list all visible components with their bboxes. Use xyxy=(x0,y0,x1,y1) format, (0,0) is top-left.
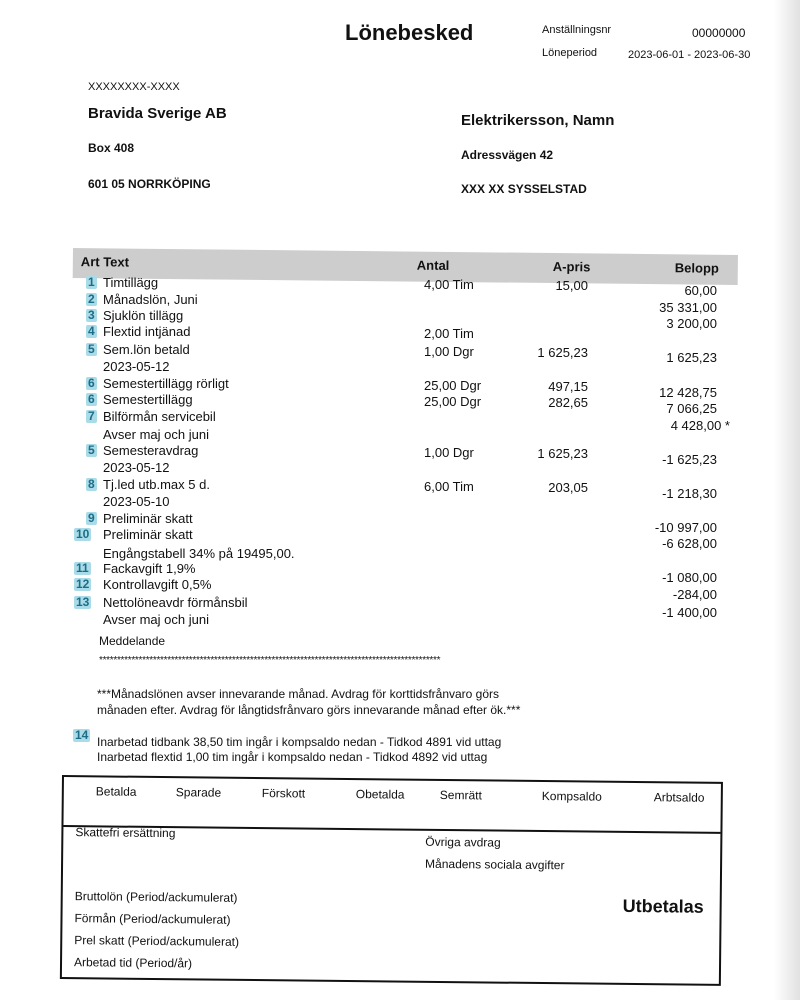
row-text: Fackavgift 1,9% xyxy=(103,561,196,576)
summary-box xyxy=(60,775,723,986)
row-belopp: -1 080,00 xyxy=(662,570,717,585)
row-belopp: 35 331,00 xyxy=(659,300,717,315)
row-belopp: 60,00 xyxy=(684,283,717,298)
header-belopp: Belopp xyxy=(674,260,719,276)
footer-header-betalda: Betalda xyxy=(95,784,137,799)
row-antal: 1,00 Dgr xyxy=(424,344,474,359)
period-label: Löneperiod xyxy=(542,47,598,59)
row-badge: 5 xyxy=(88,443,95,457)
row-belopp: -284,00 xyxy=(672,587,717,602)
message-line-1: ***Månadslönen avser innevarande månad. Avdrag för korttidsfrånvaro görs xyxy=(97,687,500,701)
employer-postal: 601 05 NORRKÖPING xyxy=(88,177,211,191)
row-belopp: 4 428,00 * xyxy=(670,418,730,433)
row-text: Semesteravdrag xyxy=(103,443,199,458)
footer-header-semratt: Semrätt xyxy=(439,787,482,803)
row-badge: 1 xyxy=(88,275,95,289)
row-badge: 9 xyxy=(88,511,95,525)
row-antal: 2,00 Tim xyxy=(424,326,474,341)
employee-name: Elektrikersson, Namn xyxy=(461,112,615,129)
ovriga-avdrag-label: Övriga avdrag xyxy=(425,834,501,850)
row-badge: 13 xyxy=(76,595,90,609)
row-antal: 25,00 Dgr xyxy=(424,378,482,393)
row-antal: 6,00 Tim xyxy=(424,479,474,494)
brutto-label: Bruttolön (Period/ackumulerat) xyxy=(74,889,238,905)
row-badge: 6 xyxy=(88,376,95,390)
row-text: Bilförmån servicebil xyxy=(103,409,216,424)
employee-no-label: Anställningsnr xyxy=(542,24,612,36)
table-header xyxy=(73,248,738,285)
row-belopp: -10 997,00 xyxy=(654,520,717,535)
row-badge: 8 xyxy=(88,477,95,491)
row-antal: 25,00 Dgr xyxy=(424,394,482,409)
row-badge: 12 xyxy=(76,577,90,591)
row-text: Avser maj och juni xyxy=(103,612,209,627)
employer-org-no: XXXXXXXX-XXXX xyxy=(88,81,180,93)
row-apris: 15,00 xyxy=(555,278,588,293)
row-badge: 3 xyxy=(88,308,95,322)
row-badge: 6 xyxy=(88,392,95,406)
utbetalas-label: Utbetalas xyxy=(622,895,704,917)
row-text: 2023-05-12 xyxy=(103,359,170,374)
arbetad-tid-label: Arbetad tid (Period/år) xyxy=(73,955,193,971)
row-badge: 2 xyxy=(88,292,95,306)
row-text: Preliminär skatt xyxy=(103,511,193,526)
skattefri-label: Skattefri ersättning xyxy=(75,825,176,841)
row-text: Timtillägg xyxy=(103,275,159,290)
employee-address: Adressvägen 42 xyxy=(461,148,554,162)
row-apris: 203,05 xyxy=(548,480,588,495)
row-text: Kontrollavgift 0,5% xyxy=(103,577,212,592)
row-text: Preliminär skatt xyxy=(103,527,193,542)
prel-skatt-label: Prel skatt (Period/ackumulerat) xyxy=(74,933,240,949)
message-label: Meddelande xyxy=(99,634,166,648)
row-badge: 10 xyxy=(76,527,90,541)
tidbank-line-1: Inarbetad tidbank 38,50 tim ingår i kompsaldo nedan - Tidkod 4891 vid uttag xyxy=(97,735,502,749)
row-badge: 11 xyxy=(76,561,89,575)
employer-name: Bravida Sverige AB xyxy=(88,105,227,122)
footer-header-arbtsaldo: Arbtsaldo xyxy=(653,790,705,805)
footer-header-kompsaldo: Kompsaldo xyxy=(541,789,602,804)
row-apris: 497,15 xyxy=(548,379,588,394)
employer-box: Box 408 xyxy=(88,141,135,155)
header-apris: A-pris xyxy=(552,259,591,275)
row-badge: 7 xyxy=(88,409,95,423)
footer-header-sparade: Sparade xyxy=(175,785,222,800)
footer-header-forskott: Förskott xyxy=(261,786,306,801)
header-antal: Antal xyxy=(416,257,450,273)
row-apris: 1 625,23 xyxy=(537,446,588,461)
row-text: Engångstabell 34% på 19495,00. xyxy=(103,546,295,561)
tidbank-line-2: Inarbetad flextid 1,00 tim ingår i kompsaldo nedan - Tidkod 4892 vid uttag xyxy=(97,750,488,764)
row-text: Tj.led utb.max 5 d. xyxy=(103,477,210,492)
row-badge: 5 xyxy=(88,342,95,356)
row-badge: 14 xyxy=(75,728,89,742)
row-antal: 4,00 Tim xyxy=(424,277,474,292)
period-value: 2023-06-01 - 2023-06-30 xyxy=(628,49,751,61)
row-belopp: -1 400,00 xyxy=(662,605,717,620)
row-belopp: 7 066,25 xyxy=(666,401,717,416)
row-text: Sjuklön tillägg xyxy=(103,308,184,323)
employee-postal: XXX XX SYSSELSTAD xyxy=(461,182,587,196)
row-badge: 4 xyxy=(88,324,95,338)
row-text: Semestertillägg xyxy=(103,392,193,407)
document-title: Lönebesked xyxy=(345,20,474,45)
row-belopp: -6 628,00 xyxy=(662,536,717,551)
row-text: Semestertillägg rörligt xyxy=(103,376,229,391)
message-stars: *********************************************************************************************** xyxy=(99,655,441,666)
row-text: Flextid intjänad xyxy=(103,324,191,339)
row-belopp: -1 625,23 xyxy=(662,452,717,467)
row-belopp: 12 428,75 xyxy=(659,385,717,400)
row-text: Månadslön, Juni xyxy=(103,292,198,307)
forman-label: Förmån (Period/ackumulerat) xyxy=(74,911,231,927)
row-apris: 282,65 xyxy=(548,395,588,410)
row-text: Avser maj och juni xyxy=(103,427,209,442)
footer-header-obetalda: Obetalda xyxy=(355,787,405,802)
row-text: Sem.lön betald xyxy=(103,342,190,357)
row-belopp: -1 218,30 xyxy=(662,486,717,501)
row-antal: 1,00 Dgr xyxy=(424,445,474,460)
header-art-text: Art Text xyxy=(80,254,130,270)
row-text: 2023-05-10 xyxy=(103,494,170,509)
message-line-2: månaden efter. Avdrag för långtidsfrånvaro görs innevarande månad efter ök.*** xyxy=(97,703,521,717)
row-belopp: 1 625,23 xyxy=(666,350,717,365)
row-text: 2023-05-12 xyxy=(103,460,170,475)
sociala-avgifter-label: Månadens sociala avgifter xyxy=(425,856,565,873)
row-belopp: 3 200,00 xyxy=(666,316,717,331)
row-text: Nettolöneavdr förmånsbil xyxy=(103,595,248,610)
employee-no: 00000000 xyxy=(692,26,746,40)
row-apris: 1 625,23 xyxy=(537,345,588,360)
page-edge-shadow xyxy=(774,0,800,1000)
